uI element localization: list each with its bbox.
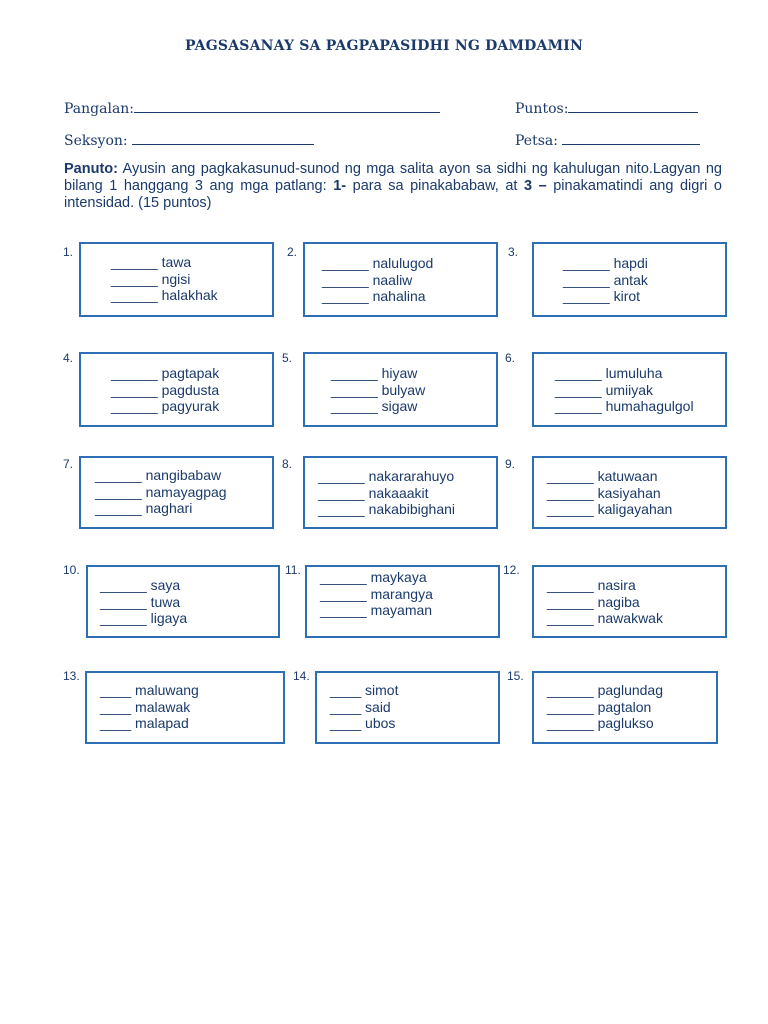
instructions-label: Panuto: [64, 161, 114, 177]
item[interactable]: ______ namayagpag: [95, 483, 227, 500]
item[interactable]: ______ ligaya: [100, 610, 188, 626]
item[interactable]: ______ pagyurak: [111, 398, 220, 414]
item[interactable]: ______ saya: [100, 577, 181, 593]
item[interactable]: ______ nagiba: [547, 593, 640, 610]
item[interactable]: ______ kasiyahan: [547, 484, 661, 501]
item[interactable]: ______ pagtalon: [547, 698, 652, 715]
instructions-one: 1-: [333, 178, 347, 194]
item[interactable]: ______ nakaaakit: [318, 484, 429, 501]
section-label: Seksyon:: [64, 133, 133, 149]
item[interactable]: ____ malawak: [100, 698, 191, 715]
exercise-items-13[interactable]: [100, 682, 199, 732]
exercise-items-8[interactable]: [318, 468, 455, 518]
exercise-items-3[interactable]: [563, 255, 648, 305]
score-label: Puntos:: [515, 101, 569, 117]
worksheet-title: PAGSASANAY SA PAGPAPASIDHI NG DAMDAMIN: [184, 38, 584, 54]
item[interactable]: ______ naghari: [95, 500, 193, 516]
exercise-number-15: 15.: [507, 669, 524, 683]
name-label: Pangalan:: [64, 101, 135, 117]
item[interactable]: ______ pagtapak: [111, 365, 220, 381]
item[interactable]: ______ tuwa: [100, 593, 181, 610]
exercise-items-1[interactable]: [111, 254, 218, 304]
exercise-items-4[interactable]: [111, 365, 219, 415]
item[interactable]: ______ nakararahuyo: [318, 468, 455, 484]
item[interactable]: ______ ngisi: [111, 270, 191, 287]
item[interactable]: ______ nawakwak: [547, 610, 663, 626]
item[interactable]: ______ umiiyak: [555, 381, 654, 398]
item[interactable]: ______ nasira: [547, 577, 636, 593]
exercise-number-8: 8.: [282, 457, 293, 471]
score-field[interactable]: [515, 100, 698, 117]
date-blank[interactable]: [562, 132, 700, 145]
item[interactable]: ______ nangibabaw: [95, 467, 222, 483]
score-blank[interactable]: [568, 100, 698, 113]
item[interactable]: ______ lumuluha: [555, 365, 663, 381]
item[interactable]: ____ said: [330, 698, 391, 715]
item[interactable]: ______ tawa: [111, 254, 192, 270]
item[interactable]: ______ mayaman: [320, 602, 433, 618]
exercise-items-7[interactable]: [95, 467, 227, 517]
item[interactable]: ______ nalulugod: [322, 255, 434, 271]
exercise-number-12: 12.: [503, 563, 520, 577]
exercise-items-14[interactable]: [330, 682, 398, 732]
exercise-items-9[interactable]: [547, 468, 672, 518]
instructions-three: 3 –: [523, 178, 547, 194]
date-label: Petsa:: [515, 133, 563, 149]
exercise-number-5: 5.: [282, 351, 293, 365]
exercise-number-6: 6.: [505, 351, 516, 365]
exercise-number-10: 10.: [63, 563, 80, 577]
item[interactable]: ______ paglukso: [547, 715, 654, 731]
item[interactable]: ______ halakhak: [111, 287, 218, 303]
section-blank[interactable]: [132, 132, 314, 145]
instructions-text-2: para sa pinakababaw, at: [346, 178, 524, 194]
item[interactable]: ______ nakabibighani: [318, 501, 456, 517]
item[interactable]: ______ bulyaw: [331, 381, 426, 398]
item[interactable]: ____ maluwang: [100, 682, 199, 698]
exercise-number-9: 9.: [505, 457, 516, 471]
exercise-items-15[interactable]: [547, 682, 663, 732]
item[interactable]: ______ nahalina: [322, 288, 426, 304]
exercise-items-12[interactable]: [547, 577, 663, 627]
exercise-number-7: 7.: [63, 457, 74, 471]
instructions-text-1: Ayusin ang pagkakasunud-sunod ng mga salita ayon sa sidhi ng kahulugan nito.Lagyan ng bilang 1 hanggang 3 ang mga patlang:: [64, 161, 722, 194]
item[interactable]: ______ katuwaan: [547, 468, 658, 484]
exercise-items-5[interactable]: [331, 365, 425, 415]
exercise-number-3: 3.: [508, 245, 519, 259]
section-field[interactable]: [64, 132, 314, 149]
exercise-number-14: 14.: [293, 669, 310, 683]
exercise-number-4: 4.: [63, 351, 74, 365]
item[interactable]: ______ marangya: [320, 585, 433, 602]
item[interactable]: ____ malapad: [100, 715, 189, 731]
exercise-number-13: 13.: [63, 669, 80, 683]
exercise-items-10[interactable]: [100, 577, 187, 627]
exercise-number-2: 2.: [287, 245, 298, 259]
item[interactable]: ______ hiyaw: [331, 365, 418, 381]
item[interactable]: ______ naaliw: [322, 271, 413, 288]
instructions-text-3: pinakamatindi ang digri o intensidad. (15 puntos): [64, 178, 722, 211]
item[interactable]: ______ hapdi: [563, 255, 648, 271]
item[interactable]: ______ antak: [563, 271, 648, 288]
item[interactable]: ______ kirot: [563, 288, 641, 304]
item[interactable]: ______ humahagulgol: [555, 398, 694, 414]
name-blank[interactable]: [134, 100, 440, 113]
exercise-items-6[interactable]: [555, 365, 694, 415]
exercise-items-2[interactable]: [322, 255, 433, 305]
name-field[interactable]: [64, 100, 440, 117]
item[interactable]: ______ paglundag: [547, 682, 664, 698]
item[interactable]: ______ maykaya: [320, 569, 427, 585]
item[interactable]: ______ sigaw: [331, 398, 418, 414]
date-field[interactable]: [515, 132, 700, 149]
instructions-colon: :: [113, 161, 118, 177]
exercise-number-1: 1.: [63, 245, 74, 259]
item[interactable]: ____ simot: [330, 682, 399, 698]
instructions: [64, 161, 722, 212]
item[interactable]: ____ ubos: [330, 715, 396, 731]
exercise-number-11: 11.: [285, 563, 301, 577]
item[interactable]: ______ pagdusta: [111, 381, 220, 398]
item[interactable]: ______ kaligayahan: [547, 501, 673, 517]
exercise-items-11[interactable]: [320, 569, 433, 619]
